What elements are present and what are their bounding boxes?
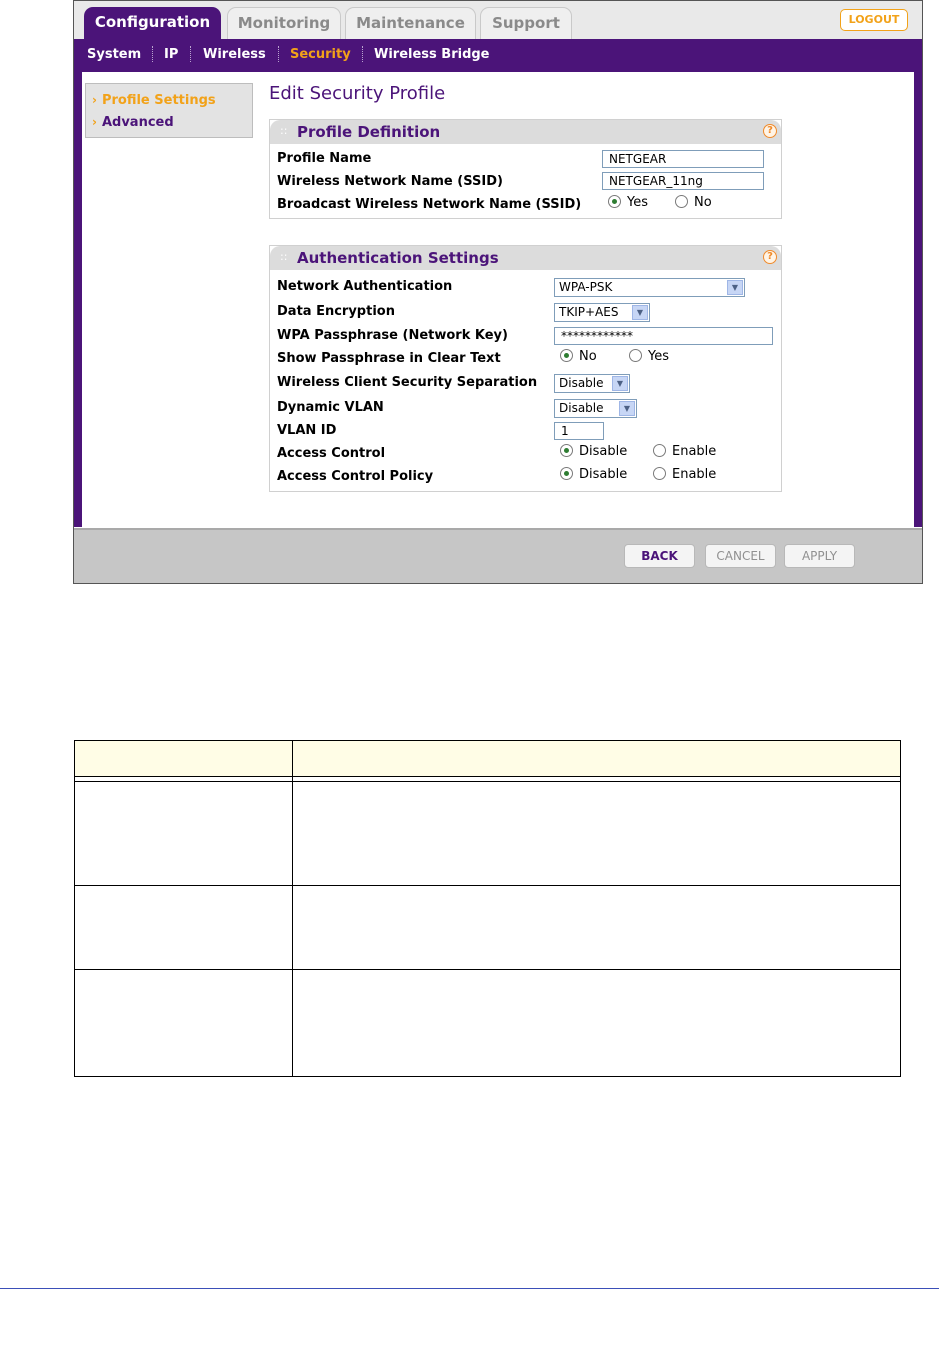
table-row-divider xyxy=(75,885,900,886)
subnav-divider xyxy=(152,46,153,62)
page-title: Edit Security Profile xyxy=(269,83,446,104)
profile-name-label: Profile Name xyxy=(277,151,372,166)
show-passphrase-label: Show Passphrase in Clear Text xyxy=(277,351,501,366)
panel-header xyxy=(270,246,781,270)
tab-monitoring[interactable]: Monitoring xyxy=(227,7,341,39)
grip-icon: :: xyxy=(280,250,288,263)
wpa-passphrase-input[interactable]: ************ xyxy=(554,327,773,345)
radio-selected-icon xyxy=(560,444,573,457)
frame-left-border xyxy=(74,72,82,527)
back-button[interactable]: BACK xyxy=(624,544,695,568)
tab-support[interactable]: Support xyxy=(480,7,572,39)
chevron-down-icon: ▼ xyxy=(619,401,635,416)
radio-unselected-icon xyxy=(629,349,642,362)
broadcast-ssid-label: Broadcast Wireless Network Name (SSID) xyxy=(277,197,582,212)
vlan-id-label: VLAN ID xyxy=(277,423,337,438)
subnav-security[interactable]: Security xyxy=(290,47,351,62)
broadcast-no-radio[interactable] xyxy=(675,195,712,210)
access-control-label: Access Control xyxy=(277,446,386,461)
network-authentication-select[interactable] xyxy=(554,278,745,297)
radio-selected-icon xyxy=(560,349,573,362)
subnav-wireless-bridge[interactable]: Wireless Bridge xyxy=(374,47,490,62)
panel-header xyxy=(270,120,781,144)
radio-unselected-icon xyxy=(653,444,666,457)
radio-label: Enable xyxy=(672,467,717,482)
table-header-rule xyxy=(75,781,900,782)
show-passphrase-no-radio[interactable] xyxy=(560,349,597,364)
sidebar-item-label: Advanced xyxy=(101,115,174,130)
network-authentication-label: Network Authentication xyxy=(277,279,453,294)
show-passphrase-yes-radio[interactable] xyxy=(629,349,669,364)
radio-label: No xyxy=(579,349,597,364)
chevron-right-icon: › xyxy=(92,115,97,129)
radio-unselected-icon xyxy=(675,195,688,208)
vlan-id-input[interactable]: 1 xyxy=(554,422,604,440)
profile-definition-panel xyxy=(269,119,782,219)
logout-button[interactable]: LOGOUT xyxy=(840,9,908,31)
access-control-policy-label: Access Control Policy xyxy=(277,469,434,484)
sidebar-item-profile-settings[interactable] xyxy=(92,93,216,108)
radio-label: Disable xyxy=(579,444,628,459)
action-bar xyxy=(74,528,922,583)
access-control-disable-radio[interactable] xyxy=(560,444,627,459)
grip-icon: :: xyxy=(280,124,288,137)
select-value: WPA-PSK xyxy=(559,280,613,294)
tab-configuration[interactable]: Configuration xyxy=(84,7,221,39)
authentication-settings-panel xyxy=(269,245,782,492)
access-policy-disable-radio[interactable] xyxy=(560,467,627,482)
select-value: Disable xyxy=(559,401,604,415)
chevron-right-icon: › xyxy=(92,93,97,107)
client-separation-select[interactable] xyxy=(554,374,630,393)
tab-maintenance[interactable]: Maintenance xyxy=(345,7,476,39)
side-menu xyxy=(85,83,253,138)
cancel-button[interactable]: CANCEL xyxy=(705,544,776,568)
chevron-down-icon: ▼ xyxy=(632,305,648,320)
subnav-ip[interactable]: IP xyxy=(164,47,179,62)
apply-button[interactable]: APPLY xyxy=(784,544,855,568)
radio-label: Yes xyxy=(627,195,648,210)
subnav-system[interactable]: System xyxy=(87,47,142,62)
select-value: TKIP+AES xyxy=(559,305,619,319)
radio-unselected-icon xyxy=(653,467,666,480)
profile-name-input[interactable]: NETGEAR xyxy=(602,150,764,168)
radio-selected-icon xyxy=(560,467,573,480)
data-encryption-label: Data Encryption xyxy=(277,304,395,319)
dynamic-vlan-label: Dynamic VLAN xyxy=(277,400,384,415)
table-row-divider xyxy=(75,969,900,970)
select-value: Disable xyxy=(559,376,604,390)
data-encryption-select[interactable] xyxy=(554,303,650,322)
subnav-divider xyxy=(190,46,191,62)
sidebar-item-label: Profile Settings xyxy=(101,93,216,108)
chevron-down-icon: ▼ xyxy=(612,376,628,391)
table-column-divider xyxy=(292,741,293,1076)
client-separation-label: Wireless Client Security Separation xyxy=(277,375,538,390)
ssid-input[interactable]: NETGEAR_11ng xyxy=(602,172,764,190)
radio-label: Yes xyxy=(648,349,669,364)
page-footer-rule xyxy=(0,1288,939,1289)
panel-title: Authentication Settings xyxy=(297,249,499,267)
dynamic-vlan-select[interactable] xyxy=(554,399,637,418)
chevron-down-icon: ▼ xyxy=(727,280,743,295)
radio-label: No xyxy=(694,195,712,210)
subnav-divider xyxy=(278,46,279,62)
panel-title: Profile Definition xyxy=(297,123,441,141)
help-icon[interactable]: ? xyxy=(763,250,777,264)
main-tab-bar xyxy=(74,1,922,39)
broadcast-yes-radio[interactable] xyxy=(608,195,648,210)
table-header-row xyxy=(75,741,900,777)
sidebar-item-advanced[interactable] xyxy=(92,115,174,130)
subnav-divider xyxy=(362,46,363,62)
ssid-label: Wireless Network Name (SSID) xyxy=(277,174,503,189)
settings-description-table xyxy=(74,740,901,1077)
router-admin-window xyxy=(73,0,923,584)
frame-right-border xyxy=(914,72,922,527)
radio-label: Enable xyxy=(672,444,717,459)
radio-selected-icon xyxy=(608,195,621,208)
help-icon[interactable]: ? xyxy=(763,124,777,138)
subnav-wireless[interactable]: Wireless xyxy=(203,47,266,62)
sub-navigation xyxy=(74,39,922,72)
access-policy-enable-radio[interactable] xyxy=(653,467,716,482)
wpa-passphrase-label: WPA Passphrase (Network Key) xyxy=(277,328,508,343)
access-control-enable-radio[interactable] xyxy=(653,444,716,459)
radio-label: Disable xyxy=(579,467,628,482)
